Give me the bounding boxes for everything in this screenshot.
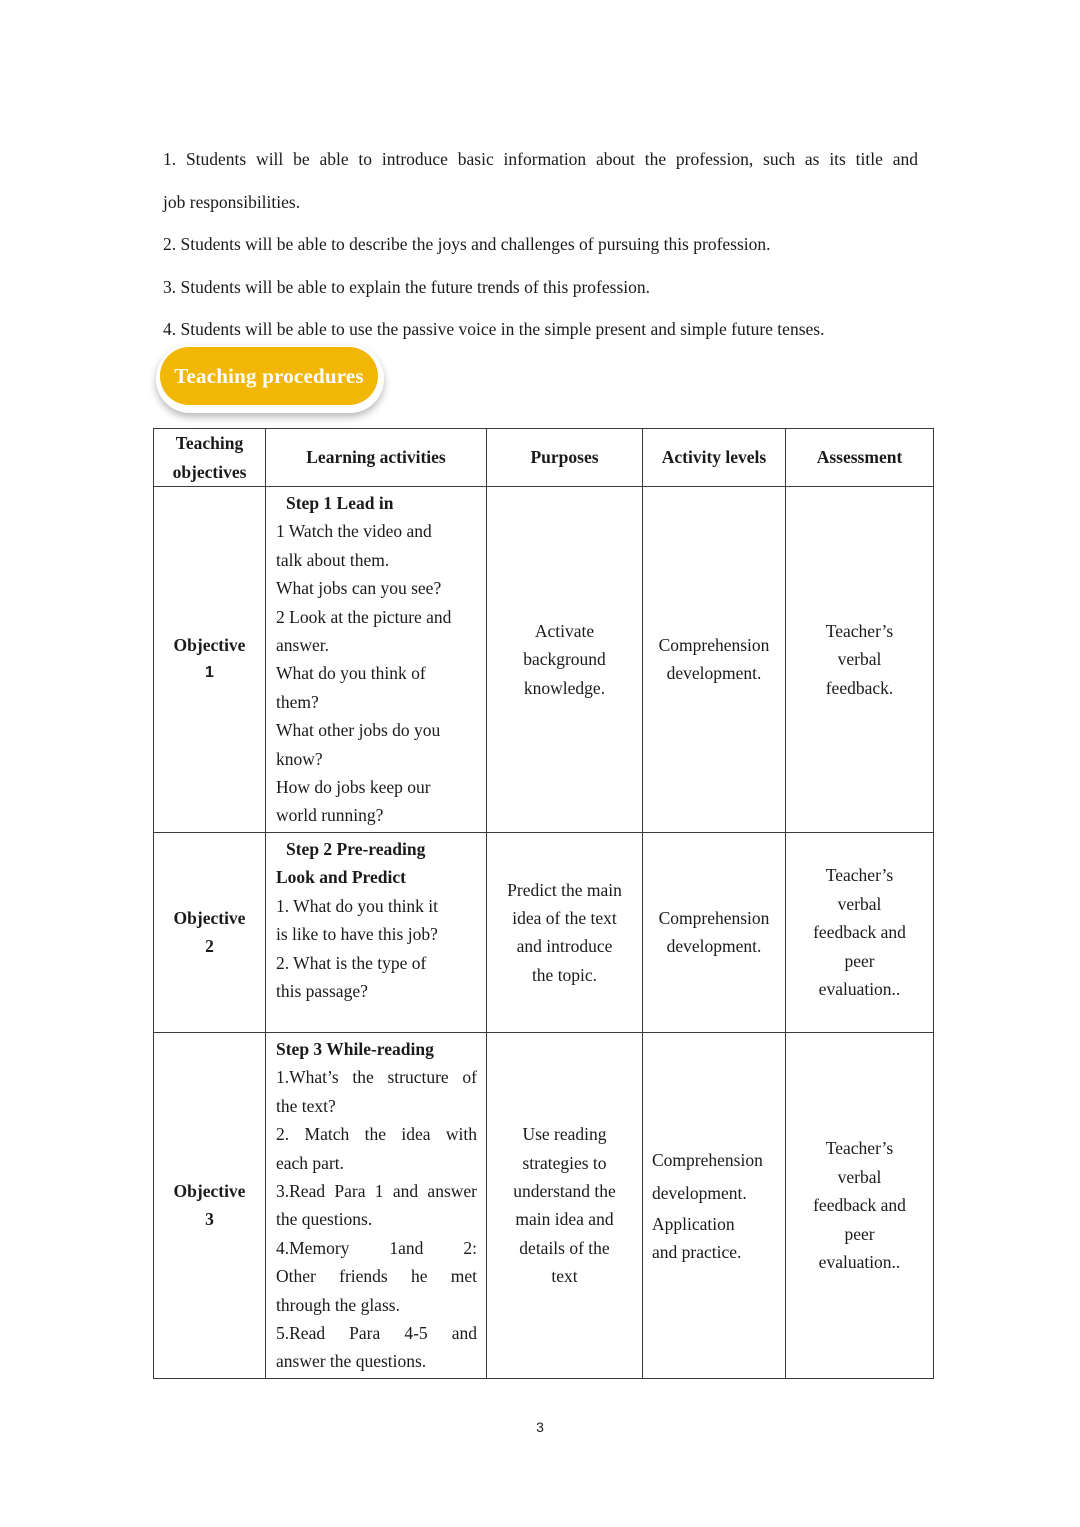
table-header-row (154, 429, 934, 487)
assessment-line: evaluation.. (818, 1251, 901, 1272)
step-subtitle: Look and Predict (276, 867, 406, 888)
purpose-cell (487, 487, 643, 833)
activity-line: them? (276, 691, 319, 712)
activity-level-cell (643, 487, 786, 833)
purpose-cell (487, 1032, 643, 1378)
header-activity-levels: Activity levels (643, 429, 786, 487)
assessment-line: verbal (837, 1166, 882, 1187)
activity-line: world running? (276, 805, 384, 826)
teaching-procedures-table (153, 428, 934, 1379)
step-title: Step 3 While-reading (276, 1038, 434, 1059)
purpose-line: the topic. (531, 964, 598, 985)
activity-line: the text? (276, 1095, 336, 1116)
step-title: Step 2 Pre-reading (286, 838, 426, 859)
activities-cell (266, 832, 487, 1032)
assessment-line: feedback and (813, 922, 906, 943)
activity-line: through the glass. (276, 1294, 400, 1315)
table-row (154, 832, 934, 1032)
activity-line: the questions. (276, 1209, 373, 1230)
activity-line: know? (276, 748, 323, 769)
assessment-line: Teacher’s (825, 1138, 894, 1159)
header-teaching-objectives (154, 429, 266, 487)
activity-level-cell (643, 1032, 786, 1378)
level-line: development. (666, 936, 762, 957)
activity-line: Other friends he met (276, 1266, 477, 1287)
section-badge (152, 340, 388, 416)
objective-cell (154, 487, 266, 833)
activity-line: 5.Read Para 4-5 and (276, 1322, 477, 1343)
purpose-line: strategies to (522, 1152, 607, 1173)
table-row (154, 1032, 934, 1378)
level-line: Application (652, 1213, 735, 1234)
objective-text-3: 3. Students will be able to explain the future trends of this profession. (163, 276, 650, 297)
header-objectives-line1: Teaching (175, 433, 244, 454)
objective-label: Objective (173, 1180, 246, 1201)
level-line: and practice. (652, 1242, 742, 1263)
header-assessment: Assessment (786, 429, 934, 487)
objective-cell (154, 1032, 266, 1378)
page-number: 3 (536, 1419, 544, 1435)
purpose-cell (487, 832, 643, 1032)
section-badge-label: Teaching procedures (160, 347, 378, 405)
purpose-line: understand the (513, 1180, 616, 1201)
activities-cell (266, 1032, 487, 1378)
purpose-line: and introduce (516, 936, 613, 957)
purpose-line: text (551, 1266, 578, 1287)
objective-text-1-continued: job responsibilities. (163, 191, 301, 212)
activity-line: 1 Watch the video and (276, 521, 432, 542)
purpose-line: Use reading (522, 1124, 607, 1145)
level-line: Comprehension (652, 1149, 763, 1170)
objective-text-4: 4. Students will be able to use the passive voice in the simple present and simple future tenses. (163, 319, 825, 339)
header-purposes: Purposes (487, 429, 643, 487)
purpose-line: main idea and (515, 1209, 614, 1230)
assessment-line: verbal (837, 893, 882, 914)
purpose-line: Predict the main (507, 879, 622, 900)
step-title: Step 1 Lead in (286, 493, 394, 513)
purpose-line: background (523, 649, 606, 670)
activity-line: 1.What’s the structure of (276, 1067, 477, 1088)
activity-line: 2 Look at the picture and (276, 606, 452, 627)
activity-line: 3.Read Para 1 and answer (276, 1180, 477, 1201)
activity-line: 2. What is the type of (276, 952, 427, 973)
activity-line: this passage? (276, 980, 368, 1001)
objective-number: 2 (205, 936, 214, 957)
assessment-line: peer (844, 1223, 875, 1244)
objective-number: 1 (205, 664, 214, 682)
activity-line: What do you think of (276, 663, 426, 684)
activity-line: What jobs can you see? (276, 578, 442, 599)
level-line: development. (652, 1182, 747, 1203)
activity-line: answer the questions. (276, 1351, 427, 1372)
activity-line: What other jobs do you (276, 720, 441, 741)
level-line: Comprehension (658, 635, 770, 656)
activity-level-cell (643, 832, 786, 1032)
activity-line: talk about them. (276, 549, 390, 570)
activity-line: 4.Memory 1and 2: (276, 1237, 477, 1258)
activity-line: 2. Match the idea with (276, 1124, 477, 1145)
purpose-line: idea of the text (512, 907, 617, 928)
objective-number: 3 (205, 1209, 214, 1230)
assessment-cell (786, 1032, 934, 1378)
objective-text-1: 1. Students will be able to introduce basic information about the profession, such as its title and (163, 149, 918, 169)
assessment-line: feedback. (825, 677, 894, 698)
assessment-line: peer (844, 950, 875, 971)
activity-line: answer. (276, 635, 329, 656)
activity-line: How do jobs keep our (276, 777, 431, 798)
activity-line: 1. What do you think it (276, 895, 439, 916)
activity-line: each part. (276, 1152, 345, 1173)
header-learning-activities: Learning activities (266, 429, 487, 487)
purpose-line: details of the (519, 1237, 610, 1258)
objective-text-2: 2. Students will be able to describe the joys and challenges of pursuing this profession. (163, 234, 771, 254)
assessment-cell (786, 487, 934, 833)
purpose-line: knowledge. (523, 677, 606, 698)
level-line: Comprehension (658, 907, 770, 928)
assessment-line: verbal (837, 649, 882, 670)
objective-cell (154, 832, 266, 1032)
assessment-cell (786, 832, 934, 1032)
table-row (154, 487, 934, 833)
learning-objectives-list (163, 138, 918, 351)
purpose-line: Activate (534, 620, 595, 641)
assessment-line: Teacher’s (825, 620, 894, 641)
objective-label: Objective (173, 635, 246, 656)
assessment-line: feedback and (813, 1195, 906, 1216)
objective-label: Objective (173, 907, 246, 928)
activity-line: is like to have this job? (276, 924, 438, 945)
activities-cell (266, 487, 487, 833)
header-objectives-line2: objectives (172, 461, 247, 482)
level-line: development. (666, 663, 762, 684)
assessment-line: evaluation.. (818, 978, 901, 999)
assessment-line: Teacher’s (825, 865, 894, 886)
